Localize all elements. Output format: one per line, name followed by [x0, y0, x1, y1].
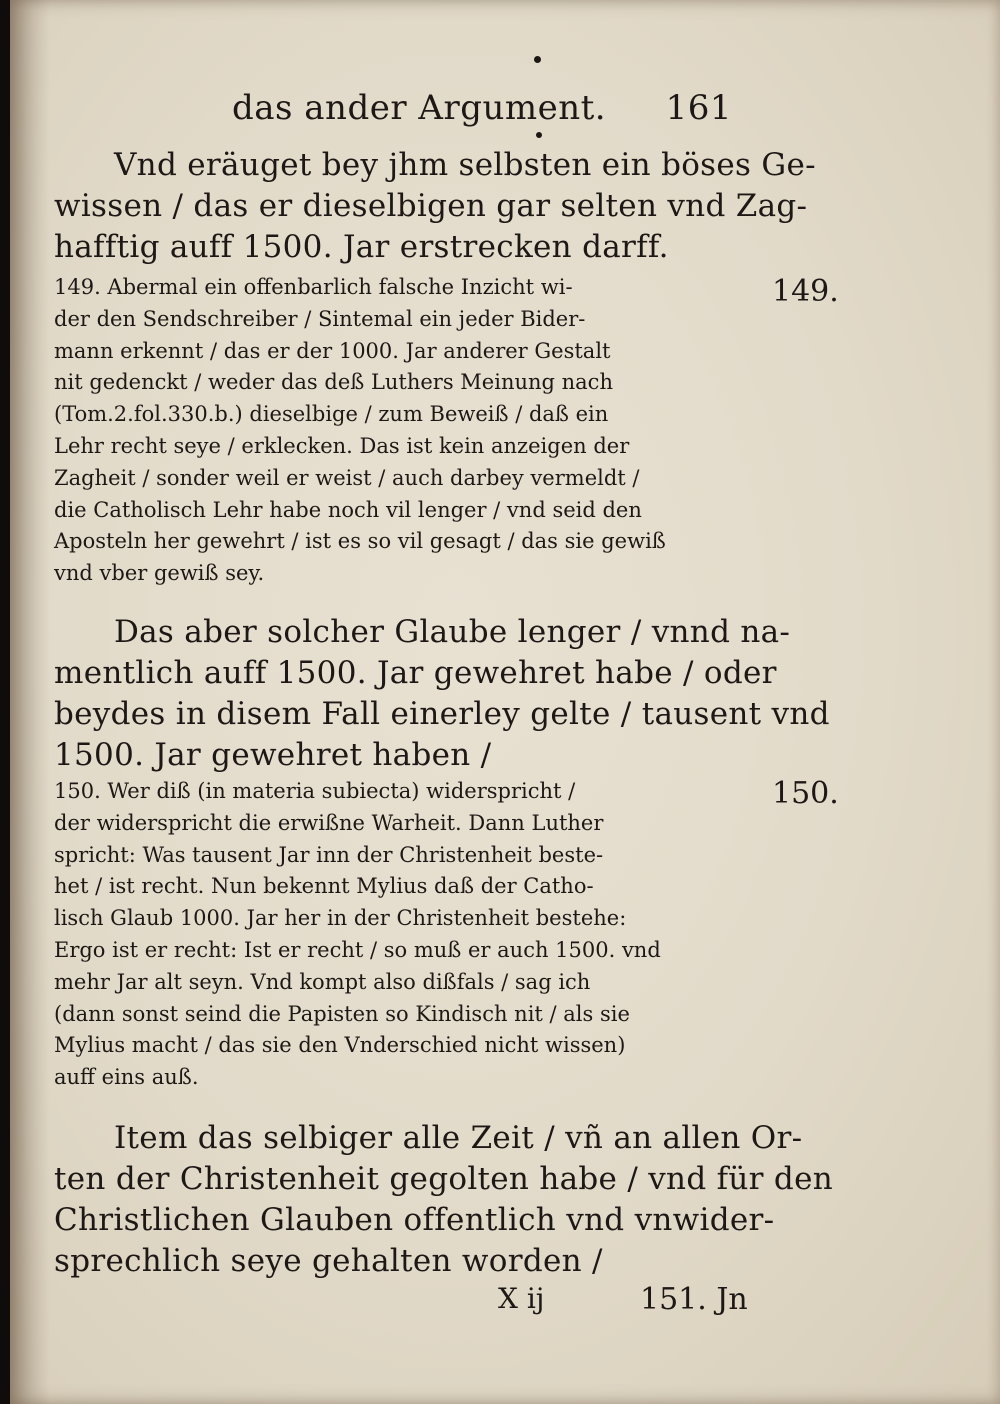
text-line: der den Sendschreiber / Sintemal ein jeder Bider-: [54, 306, 586, 331]
ink-dot: [534, 56, 541, 63]
text-line: der widerspricht die erwißne Warheit. Dann Luther: [54, 810, 604, 835]
margin-number-150: 150.: [772, 776, 839, 811]
binding-gutter-shadow: [10, 0, 50, 1404]
text-line: Das aber solcher Glaube lenger / vnnd na-: [114, 614, 791, 650]
paragraph-2: [54, 612, 830, 776]
section-149: [54, 272, 744, 590]
text-line: hafftig auff 1500. Jar erstrecken darff.: [54, 229, 669, 265]
running-header: [232, 88, 732, 132]
text-line: sprechlich seye gehalten worden /: [54, 1243, 603, 1279]
text-line: auff eins auß.: [54, 1065, 199, 1090]
text-line: Lehr recht seye / erklecken. Das ist kein anzeigen der: [54, 433, 630, 458]
catchword: 151. Jn: [640, 1282, 748, 1317]
paragraph-1: [54, 145, 816, 268]
text-line: mentlich auff 1500. Jar gewehret habe / oder: [54, 655, 777, 691]
text-line: Christlichen Glauben offentlich vnd vnwider-: [54, 1202, 775, 1238]
text-line: 1500. Jar gewehret haben /: [54, 737, 492, 773]
text-line: Item das selbiger alle Zeit / vñ an allen Or-: [114, 1120, 803, 1156]
text-line: spricht: Was tausent Jar inn der Christenheit beste-: [54, 842, 604, 867]
text-line: (Tom.2.fol.330.b.) dieselbige / zum Beweiß / daß ein: [54, 402, 609, 427]
text-line: nit gedenckt / weder das deß Luthers Meinung nach: [54, 370, 613, 395]
margin-number-149: 149.: [772, 274, 839, 309]
text-line: het / ist recht. Nun bekennt Mylius daß der Catho-: [54, 874, 594, 899]
text-line: 149. Abermal ein offenbarlich falsche Inzicht wi-: [54, 275, 573, 299]
text-line: ten der Christenheit gegolten habe / vnd für den: [54, 1161, 833, 1197]
running-title: das ander Argument.: [232, 88, 607, 128]
text-line: Aposteln her gewehrt / ist es so vil gesagt / das sie gewiß: [54, 529, 666, 554]
section-150: [54, 776, 744, 1094]
text-line: Vnd eräuget bey jhm selbsten ein böses Ge-: [114, 147, 816, 183]
text-line: beydes in disem Fall einerley gelte / tausent vnd: [54, 696, 830, 732]
ink-dot: [536, 132, 542, 138]
text-line: Ergo ist er recht: Ist er recht / so muß er auch 1500. vnd: [54, 937, 661, 962]
text-line: lisch Glaub 1000. Jar her in der Christenheit bestehe:: [54, 906, 627, 931]
text-line: wissen / das er dieselbigen gar selten vnd Zag-: [54, 188, 808, 224]
text-line: Zagheit / sonder weil er weist / auch darbey vermeldt /: [54, 465, 640, 490]
text-line: vnd vber gewiß sey.: [54, 561, 265, 586]
page-number: 161: [665, 88, 732, 128]
text-line: 150. Wer diß (in materia subiecta) widerspricht /: [54, 779, 576, 803]
text-line: die Catholisch Lehr habe noch vil lenger / vnd seid den: [54, 497, 642, 522]
text-line: mehr Jar alt seyn. Vnd kompt also dißfals / sag ich: [54, 969, 591, 994]
text-line: mann erkennt / das er der 1000. Jar anderer Gestalt: [54, 338, 611, 363]
signature-mark: X ij: [498, 1282, 545, 1315]
text-line: Mylius macht / das sie den Vnderschied nicht wissen): [54, 1033, 626, 1058]
paragraph-3: [54, 1118, 833, 1282]
text-line: (dann sonst seind die Papisten so Kindisch nit / als sie: [54, 1001, 630, 1026]
